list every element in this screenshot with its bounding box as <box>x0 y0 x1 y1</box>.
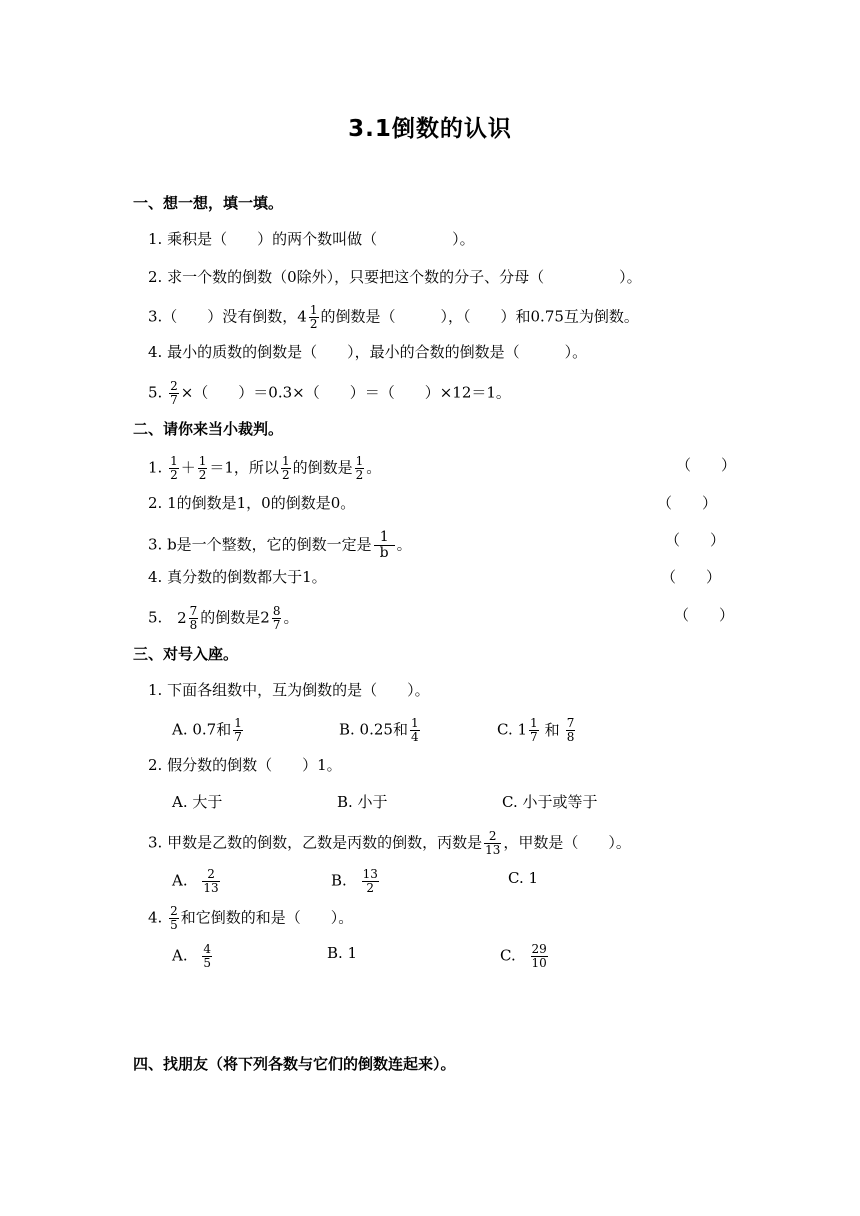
denominator: 7 <box>234 730 242 744</box>
whole-part: 2 <box>177 608 187 627</box>
fraction <box>272 605 282 632</box>
option-joiner: 和 <box>544 720 560 739</box>
option-label: B. <box>331 871 347 890</box>
numerator: 13 <box>362 867 378 881</box>
s3-choice-4-stem <box>148 905 353 932</box>
s2-j5-text-b: 的倒数是2 <box>200 608 270 627</box>
denominator: 2 <box>366 881 375 895</box>
numerator: 1 <box>309 303 318 317</box>
stem-text-b: ，甲数是（ ）。 <box>503 833 631 852</box>
fraction <box>198 455 208 482</box>
s3-c4-option-c[interactable] <box>500 943 550 970</box>
denominator: 8 <box>189 618 198 632</box>
s1-question-1: 1. 乘积是（ ）的两个数叫做（ ）。 <box>148 230 475 248</box>
s3-c3-option-a[interactable] <box>172 868 222 895</box>
s1-q3-part-b: 的倒数是（ ），（ ）和0.75互为倒数。 <box>320 307 639 326</box>
s1-q5-part-b: ×（ ）＝0.3×（ ）＝（ ）×12＝1。 <box>180 383 511 402</box>
fraction <box>362 868 379 895</box>
denominator: 2 <box>170 468 178 482</box>
s3-choice-1-stem: 1. 下面各组数中，互为倒数的是（ ）。 <box>148 681 430 699</box>
fraction <box>189 605 199 632</box>
fraction <box>355 455 365 482</box>
s1-question-5 <box>148 380 511 407</box>
s2-judge-3 <box>148 530 412 561</box>
fraction <box>484 830 501 857</box>
denominator: 2 <box>355 468 364 482</box>
fraction <box>169 905 179 932</box>
page-title: 3.1倒数的认识 <box>348 116 512 142</box>
fraction <box>233 717 243 744</box>
numerator: 1 <box>410 716 419 730</box>
s3-choice-3-stem <box>148 830 631 857</box>
numerator: 7 <box>566 716 575 730</box>
fraction <box>281 455 291 482</box>
numerator: 1 <box>281 454 290 468</box>
s3-c1-option-a[interactable] <box>172 717 245 744</box>
fraction <box>202 943 212 970</box>
numerator: 1 <box>198 454 207 468</box>
s1-q5-part-a: 5. <box>148 383 163 402</box>
numerator: 8 <box>272 604 281 618</box>
numerator: 2 <box>484 830 501 844</box>
s2-j5-text-c: 。 <box>283 608 299 627</box>
answer-paren[interactable]: （ ） <box>676 456 737 474</box>
s2-j5-number: 5. <box>148 608 163 627</box>
section-3-heading: 三、对号入座。 <box>133 645 239 663</box>
s3-c2-option-c[interactable]: C. 小于或等于 <box>502 793 598 811</box>
s2-j1-number: 1. <box>148 458 163 477</box>
option-label: A. <box>172 871 188 890</box>
s3-c2-option-b[interactable]: B. 小于 <box>337 793 388 811</box>
s2-j1-text-d: 。 <box>366 458 382 477</box>
denominator: 7 <box>170 393 178 407</box>
denominator: 13 <box>485 843 501 857</box>
s3-c1-option-b[interactable] <box>339 717 422 744</box>
s1-q3-part-a: 3.（ ）没有倒数，4 <box>148 307 307 326</box>
s2-judge-5 <box>148 605 298 632</box>
option-label: A. <box>172 946 188 965</box>
denominator: 2 <box>198 468 207 482</box>
s3-c4-option-a[interactable] <box>172 943 214 970</box>
option-label: B. 0.25和 <box>339 720 408 739</box>
fraction <box>169 455 179 482</box>
s2-j3-text-b: 。 <box>396 535 412 554</box>
fraction <box>531 943 548 970</box>
fraction <box>202 868 219 895</box>
s3-c1-option-c[interactable] <box>497 717 577 744</box>
denominator: 5 <box>203 956 212 970</box>
s2-judge-1 <box>148 455 381 482</box>
s3-c2-option-a[interactable]: A. 大于 <box>172 793 223 811</box>
s3-c3-option-b[interactable] <box>331 868 381 895</box>
s2-j1-text-c: 的倒数是 <box>292 458 353 477</box>
s2-j3-text-a: 3. b是一个整数，它的倒数一定是 <box>148 535 372 554</box>
numerator: 2 <box>170 379 178 393</box>
numerator: 7 <box>189 604 198 618</box>
denominator: 4 <box>410 730 419 744</box>
denominator: 7 <box>530 730 538 744</box>
s1-question-3 <box>148 304 639 331</box>
denominator: 2 <box>281 468 290 482</box>
answer-paren[interactable]: （ ） <box>674 606 735 624</box>
fraction <box>529 717 539 744</box>
answer-paren[interactable]: （ ） <box>665 531 726 549</box>
option-label: C. 1 <box>497 720 528 739</box>
answer-paren[interactable]: （ ） <box>661 568 722 586</box>
s1-question-2: 2. 求一个数的倒数（0除外），只要把这个数的分子、分母（ ）。 <box>148 268 642 286</box>
fraction <box>410 717 420 744</box>
denominator: 13 <box>203 881 219 895</box>
fraction <box>169 380 179 407</box>
stem-text-a: 3. 甲数是乙数的倒数，乙数是丙数的倒数，丙数是 <box>148 833 483 852</box>
denominator: 8 <box>566 730 575 744</box>
fraction <box>374 530 395 561</box>
s2-j1-text-b: ＝1，所以 <box>209 458 279 477</box>
section-1-heading: 一、想一想，填一填。 <box>133 194 284 212</box>
numerator: 1 <box>355 454 364 468</box>
s2-judge-4: 4. 真分数的倒数都大于1。 <box>148 568 327 586</box>
option-label: C. <box>500 946 516 965</box>
numerator: 1 <box>234 716 242 730</box>
s3-c4-option-b[interactable]: B. 1 <box>327 944 358 962</box>
mixed-fraction <box>309 304 319 331</box>
stem-text-a: 4. <box>148 908 163 927</box>
denominator: 10 <box>531 956 547 970</box>
s2-judge-2: 2. 1的倒数是1，0的倒数是0。 <box>148 494 356 512</box>
numerator: 29 <box>531 942 547 956</box>
numerator: 2 <box>170 904 178 918</box>
section-4-heading: 四、找朋友（将下列各数与它们的倒数连起来）。 <box>133 1055 456 1073</box>
denominator: b <box>379 545 389 561</box>
denominator: 5 <box>170 918 178 932</box>
answer-paren[interactable]: （ ） <box>657 494 718 512</box>
numerator: 2 <box>202 868 219 882</box>
plus-sign: ＋ <box>180 458 196 477</box>
section-2-heading: 二、请你来当小裁判。 <box>133 420 284 438</box>
s3-c3-option-c[interactable]: C. 1 <box>508 869 539 887</box>
s1-question-4: 4. 最小的质数的倒数是（ ），最小的合数的倒数是（ ）。 <box>148 343 588 361</box>
denominator: 2 <box>309 317 318 331</box>
numerator: 1 <box>374 530 395 546</box>
numerator: 4 <box>203 942 212 956</box>
numerator: 1 <box>530 716 538 730</box>
fraction <box>566 717 576 744</box>
s3-choice-2-stem: 2. 假分数的倒数（ ）1。 <box>148 756 342 774</box>
numerator: 1 <box>170 454 178 468</box>
denominator: 7 <box>272 618 281 632</box>
stem-text-b: 和它倒数的和是（ ）。 <box>180 908 354 927</box>
option-label: A. 0.7和 <box>172 720 232 739</box>
